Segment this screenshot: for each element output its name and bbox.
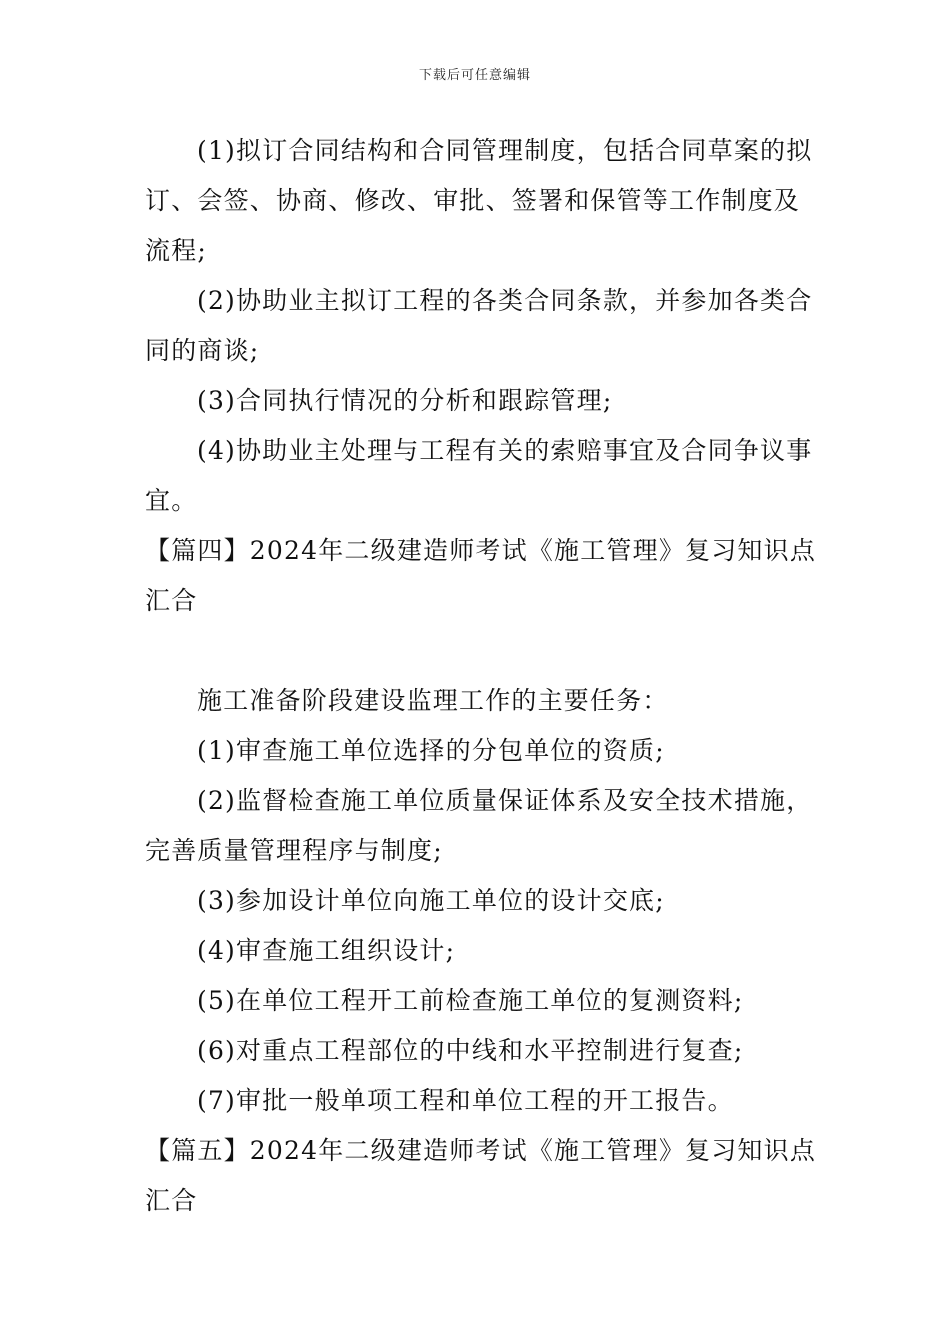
paragraph-line: (2)监督检查施工单位质量保证体系及安全技术措施，	[197, 786, 813, 815]
paragraph-line: (1)审查施工单位选择的分包单位的资质;	[197, 736, 665, 765]
paragraph-line: 施工准备阶段建设监理工作的主要任务：	[197, 686, 669, 715]
paragraph-line: (1)拟订合同结构和合同管理制度，包括合同草案的拟	[197, 136, 813, 165]
section-heading: 汇合	[145, 586, 198, 615]
paragraph-line: (7)审批一般单项工程和单位工程的开工报告。	[197, 1086, 734, 1115]
page-header: 下载后可任意编辑	[418, 68, 531, 83]
paragraph-line: 同的商谈;	[145, 336, 260, 365]
paragraph-line: 宜。	[145, 486, 198, 515]
section-heading: 【篇四】2024年二级建造师考试《施工管理》复习知识点	[145, 536, 817, 565]
document-body	[145, 126, 817, 1226]
section-heading: 汇合	[145, 1186, 198, 1215]
section-heading: 【篇五】2024年二级建造师考试《施工管理》复习知识点	[145, 1136, 817, 1165]
paragraph-line: 完善质量管理程序与制度;	[145, 836, 443, 865]
paragraph-line: 流程;	[145, 236, 208, 265]
paragraph-line: (4)协助业主处理与工程有关的索赔事宜及合同争议事	[197, 436, 813, 465]
paragraph-line: (2)协助业主拟订工程的各类合同条款，并参加各类合	[197, 286, 813, 315]
paragraph-line: (6)对重点工程部位的中线和水平控制进行复查;	[197, 1036, 744, 1065]
paragraph-line: (3)合同执行情况的分析和跟踪管理;	[197, 386, 613, 415]
paragraph-line: (5)在单位工程开工前检查施工单位的复测资料;	[197, 986, 744, 1015]
paragraph-line: 订、会签、协商、修改、审批、签署和保管等工作制度及	[145, 186, 801, 215]
paragraph-line: (4)审查施工组织设计;	[197, 936, 456, 965]
paragraph-line: (3)参加设计单位向施工单位的设计交底;	[197, 886, 665, 915]
blank-line	[145, 626, 807, 676]
